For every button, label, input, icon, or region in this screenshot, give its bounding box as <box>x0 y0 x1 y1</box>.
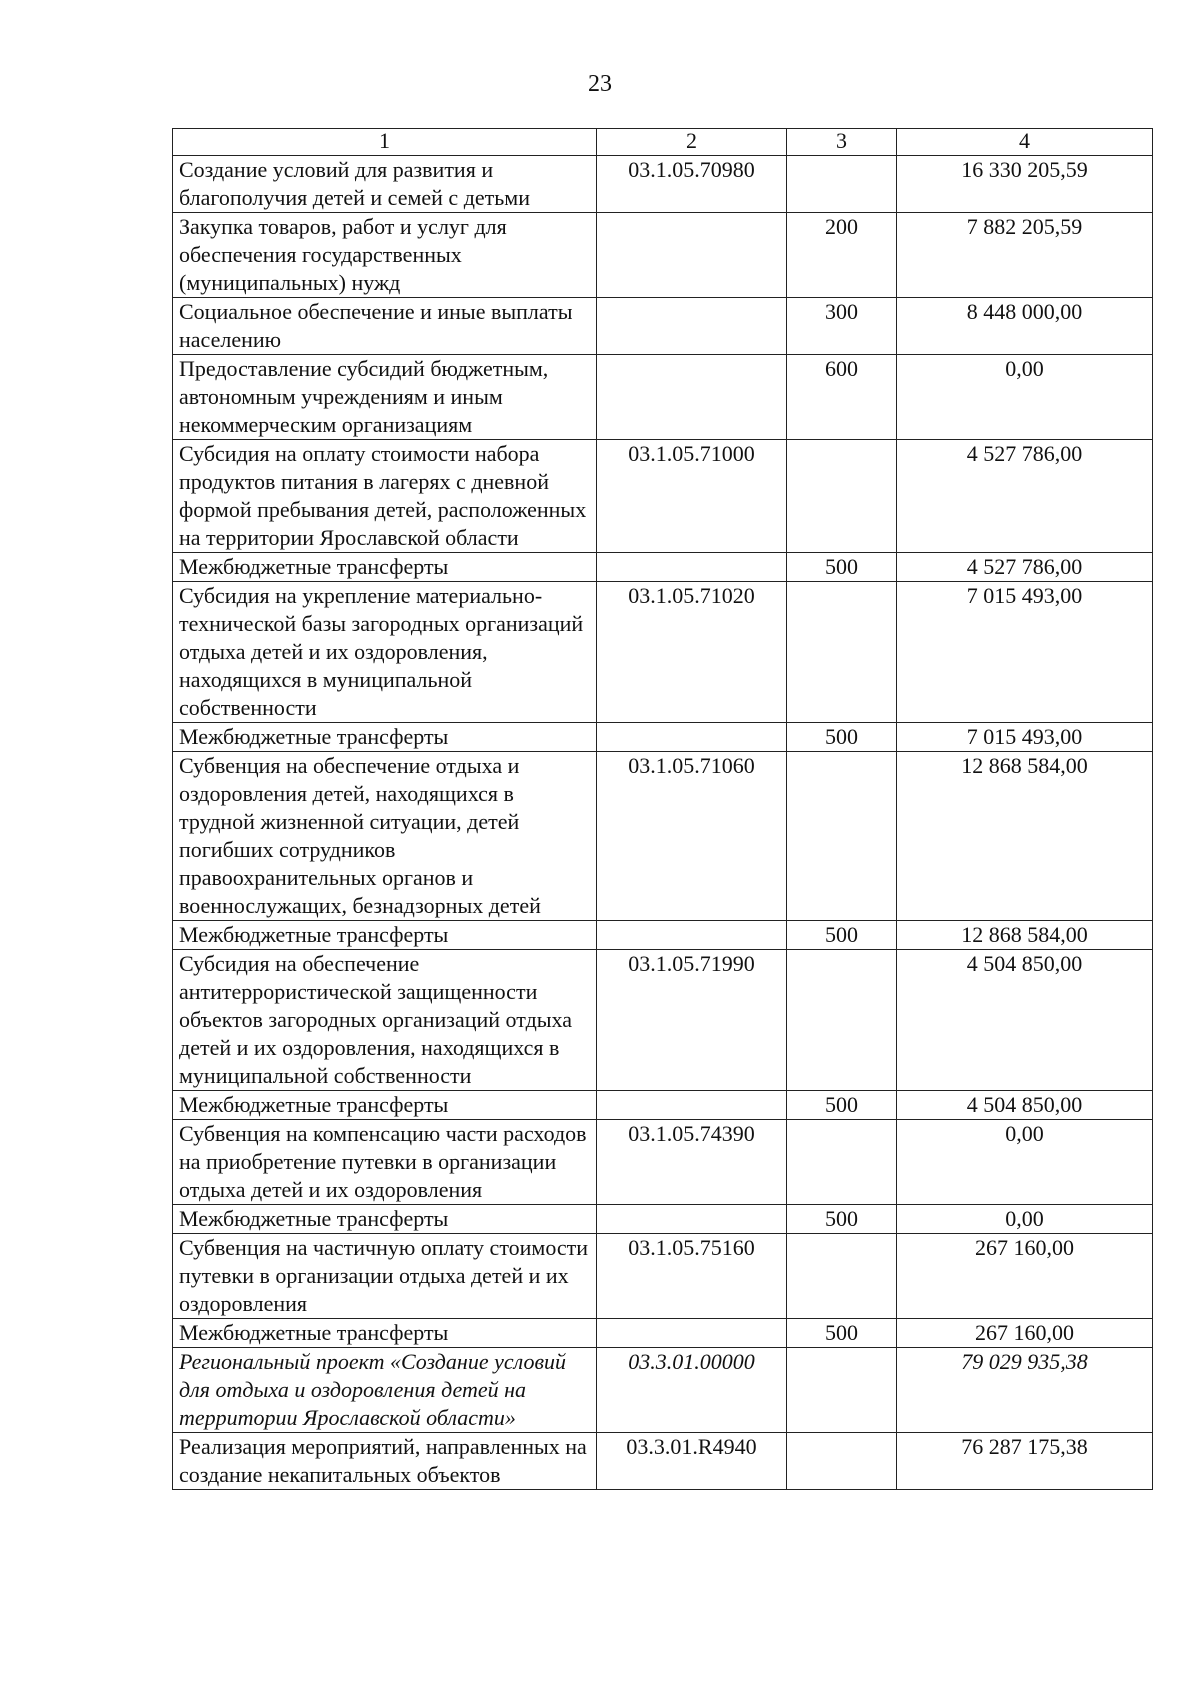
table-row <box>173 1433 1153 1490</box>
row-name-cell: Межбюджетные трансферты <box>173 921 597 950</box>
column-header-1: 1 <box>173 129 597 156</box>
table-row <box>173 921 1153 950</box>
row-name-cell: Межбюджетные трансферты <box>173 723 597 752</box>
row-code-cell: 03.3.01.R4940 <box>597 1433 787 1490</box>
row-amount-cell: 16 330 205,59 <box>897 156 1153 213</box>
row-code-cell: 03.1.05.71000 <box>597 440 787 553</box>
row-type-cell: 500 <box>787 553 897 582</box>
row-name-cell: Региональный проект «Создание условий для отдыха и оздоровления детей на территории Ярославской области» <box>173 1348 597 1433</box>
row-name-cell: Предоставление субсидий бюджетным, автономным учреждениям и иным некоммерческим организациям <box>173 355 597 440</box>
row-amount-cell: 4 504 850,00 <box>897 1091 1153 1120</box>
column-header-4: 4 <box>897 129 1153 156</box>
row-type-cell: 200 <box>787 213 897 298</box>
row-amount-cell: 4 504 850,00 <box>897 950 1153 1091</box>
table-row <box>173 440 1153 553</box>
table-row <box>173 298 1153 355</box>
row-amount-cell: 4 527 786,00 <box>897 553 1153 582</box>
row-type-cell <box>787 950 897 1091</box>
row-type-cell: 500 <box>787 1319 897 1348</box>
row-type-cell: 500 <box>787 723 897 752</box>
page-number: 23 <box>588 71 612 97</box>
row-code-cell <box>597 723 787 752</box>
table-row <box>173 1319 1153 1348</box>
row-type-cell <box>787 440 897 553</box>
table-row <box>173 1348 1153 1433</box>
table-row <box>173 752 1153 921</box>
row-type-cell: 600 <box>787 355 897 440</box>
row-name-cell: Субвенция на обеспечение отдыха и оздоровления детей, находящихся в трудной жизненной ситуации, детей погибших сотрудников правоохранительных органов и военнослужащих, безнадзорных детей <box>173 752 597 921</box>
row-name-cell: Субсидия на укрепление материально-технической базы загородных организаций отдыха детей и их оздоровления, находящихся в муниципальной собственности <box>173 582 597 723</box>
row-type-cell <box>787 582 897 723</box>
row-name-cell: Межбюджетные трансферты <box>173 1205 597 1234</box>
table-row <box>173 1120 1153 1205</box>
row-name-cell: Межбюджетные трансферты <box>173 1091 597 1120</box>
row-code-cell <box>597 553 787 582</box>
row-type-cell <box>787 1120 897 1205</box>
row-code-cell: 03.1.05.71990 <box>597 950 787 1091</box>
row-amount-cell: 7 882 205,59 <box>897 213 1153 298</box>
table-row <box>173 1091 1153 1120</box>
row-code-cell <box>597 1319 787 1348</box>
row-name-cell: Субвенция на компенсацию части расходов на приобретение путевки в организации отдыха детей и их оздоровления <box>173 1120 597 1205</box>
row-amount-cell: 8 448 000,00 <box>897 298 1153 355</box>
row-type-cell <box>787 752 897 921</box>
row-name-cell: Субвенция на частичную оплату стоимости путевки в организации отдыха детей и их оздоровления <box>173 1234 597 1319</box>
row-type-cell <box>787 1348 897 1433</box>
row-amount-cell: 0,00 <box>897 1205 1153 1234</box>
row-code-cell: 03.1.05.71020 <box>597 582 787 723</box>
row-type-cell <box>787 1433 897 1490</box>
row-code-cell <box>597 355 787 440</box>
row-code-cell <box>597 1091 787 1120</box>
column-header-3: 3 <box>787 129 897 156</box>
table-row <box>173 156 1153 213</box>
row-code-cell <box>597 213 787 298</box>
row-amount-cell: 12 868 584,00 <box>897 752 1153 921</box>
table-body <box>173 156 1153 1490</box>
budget-table <box>172 128 1153 1490</box>
row-amount-cell: 0,00 <box>897 1120 1153 1205</box>
row-type-cell: 500 <box>787 921 897 950</box>
row-name-cell: Субсидия на обеспечение антитеррористической защищенности объектов загородных организаций отдыха детей и их оздоровления, находящихся в муниципальной собственности <box>173 950 597 1091</box>
column-header-2: 2 <box>597 129 787 156</box>
row-amount-cell: 267 160,00 <box>897 1319 1153 1348</box>
row-type-cell: 500 <box>787 1205 897 1234</box>
table-row <box>173 950 1153 1091</box>
table-row <box>173 355 1153 440</box>
row-name-cell: Межбюджетные трансферты <box>173 553 597 582</box>
row-code-cell <box>597 1205 787 1234</box>
table-row <box>173 1234 1153 1319</box>
table-row <box>173 553 1153 582</box>
row-code-cell: 03.1.05.70980 <box>597 156 787 213</box>
row-type-cell: 500 <box>787 1091 897 1120</box>
row-code-cell <box>597 921 787 950</box>
row-code-cell <box>597 298 787 355</box>
row-name-cell: Реализация мероприятий, направленных на создание некапитальных объектов <box>173 1433 597 1490</box>
row-code-cell: 03.1.05.74390 <box>597 1120 787 1205</box>
row-amount-cell: 76 287 175,38 <box>897 1433 1153 1490</box>
row-amount-cell: 0,00 <box>897 355 1153 440</box>
row-amount-cell: 267 160,00 <box>897 1234 1153 1319</box>
row-name-cell: Закупка товаров, работ и услуг для обеспечения государственных (муниципальных) нужд <box>173 213 597 298</box>
row-name-cell: Межбюджетные трансферты <box>173 1319 597 1348</box>
row-name-cell: Социальное обеспечение и иные выплаты населению <box>173 298 597 355</box>
row-type-cell: 300 <box>787 298 897 355</box>
table-row <box>173 582 1153 723</box>
row-code-cell: 03.3.01.00000 <box>597 1348 787 1433</box>
row-name-cell: Субсидия на оплату стоимости набора продуктов питания в лагерях с дневной формой пребывания детей, расположенных на территории Ярославской области <box>173 440 597 553</box>
row-code-cell: 03.1.05.71060 <box>597 752 787 921</box>
row-amount-cell: 12 868 584,00 <box>897 921 1153 950</box>
table-header-row <box>173 129 1153 156</box>
table-row <box>173 213 1153 298</box>
table-row <box>173 723 1153 752</box>
row-amount-cell: 7 015 493,00 <box>897 723 1153 752</box>
row-amount-cell: 79 029 935,38 <box>897 1348 1153 1433</box>
row-code-cell: 03.1.05.75160 <box>597 1234 787 1319</box>
row-amount-cell: 7 015 493,00 <box>897 582 1153 723</box>
row-amount-cell: 4 527 786,00 <box>897 440 1153 553</box>
row-name-cell: Создание условий для развития и благополучия детей и семей с детьми <box>173 156 597 213</box>
table-row <box>173 1205 1153 1234</box>
row-type-cell <box>787 1234 897 1319</box>
row-type-cell <box>787 156 897 213</box>
